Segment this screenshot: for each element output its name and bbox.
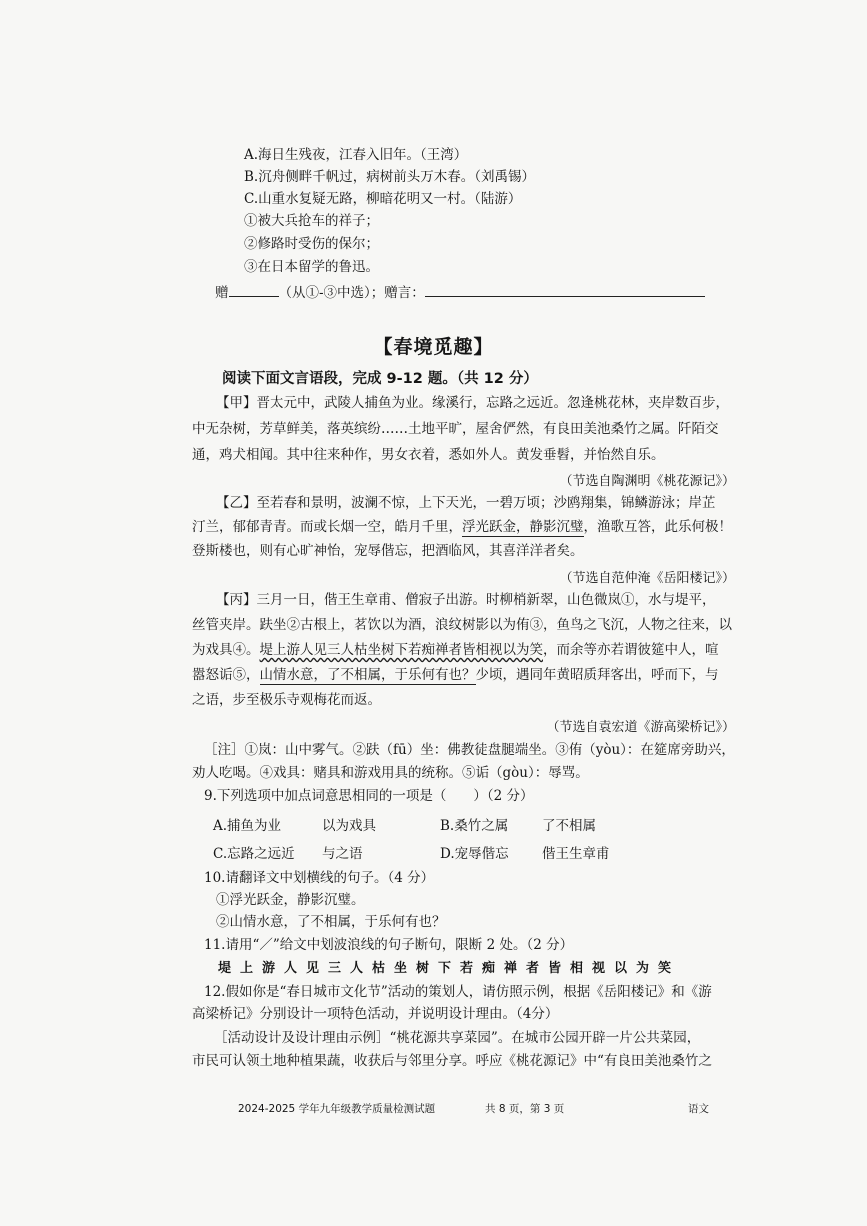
q9-option-c-2: 与之语 (322, 846, 363, 862)
passage-jia-source: （节选自陶渊明《桃花源记》） (559, 474, 735, 489)
q9-option-a-2: 以为戏具 (322, 818, 376, 834)
passage-yi-text-a: 汀兰，郁郁青青。而或长烟一空，皓月千里， (192, 519, 462, 535)
passage-jia-line-2: 中无杂树，芳草鲜美，落英缤纷……土地平旷，屋舍俨然，有良田美池桑竹之属。阡陌交 (192, 421, 719, 437)
passage-yi-source: （节选自范仲淹《岳阳楼记》） (559, 571, 735, 586)
person-1: ①被大兵抢车的祥子； (244, 213, 379, 229)
q9-option-c-1[interactable]: C.忘路之远近 (213, 846, 295, 862)
passage-bing-line-1: 【丙】三月一日，偕王生章甫、僧寂子出游。时柳梢新翠，山色微岚①，水与堤平， (216, 592, 716, 608)
wavy-sentence: 堤上游人见三人枯坐树下若痴禅者皆相视以为笑 (259, 642, 543, 658)
option-a: A.海日生残夜，江春入旧年。（王湾） (244, 147, 468, 163)
gift-answer-row (215, 282, 705, 302)
passage-bing-text-c: 嚣怒诟⑤， (192, 667, 260, 683)
person-2: ②修路时受伤的保尔； (244, 236, 379, 252)
gift-mid: （从①-③中选）；赠言： (278, 285, 425, 301)
question-10-stem: 10.请翻译文中划横线的句子。（4 分） (204, 870, 435, 886)
footer-page-number: 共 8 页，第 3 页 (485, 1103, 565, 1115)
question-10-sentence-1: ①浮光跃金，静影沉璧。 (216, 892, 365, 908)
question-12-example-line-2: 市民可认领土地种植果蔬，收获后与邻里分享。呼应《桃花源记》中“有良田美池桑竹之 (192, 1053, 712, 1069)
q9-option-a-1[interactable]: A.捕鱼为业 (213, 818, 282, 834)
passage-yi-text-b: ，渔歌互答，此乐何极！ (583, 519, 732, 535)
underlined-sentence-1: 浮光跃金，静影沉璧 (462, 519, 584, 535)
footer-subject: 语文 (688, 1103, 709, 1115)
passage-bing-line-5: 之语，步至极乐寺观梅花而返。 (192, 692, 381, 708)
passage-bing-line-2: 丝管夹岸。趺坐②古根上，茗饮以为酒，浪纹树影以为侑③，鱼鸟之飞沉，人物之往来，以 (192, 617, 732, 633)
notes-line-2: 劝人吃喝。④戏具：赌具和游戏用具的统称。⑤诟（gòu）：辱骂。 (192, 765, 589, 781)
passage-jia-line-1: 【甲】晋太元中，武陵人捕鱼为业。缘溪行，忘路之远近。忽逢桃花林，夹岸数百步， (216, 395, 729, 411)
option-b: B.沉舟侧畔千帆过，病树前头万木春。（刘禹锡） (244, 169, 535, 185)
passage-yi-line-2 (192, 518, 732, 536)
question-12-example-line-1: ［活动设计及设计理由示例］“桃花源共享菜园”。在城市公园开辟一片公共菜园， (214, 1030, 701, 1046)
passage-bing-line-4 (192, 666, 719, 684)
q9-option-d-1[interactable]: D.宠辱偕忘 (440, 846, 509, 862)
reading-intro: 阅读下面文言语段，完成 9-12 题。（共 12 分） (222, 371, 538, 387)
question-11-stem: 11.请用“／”给文中划波浪线的句子断句，限断 2 处。（2 分） (204, 937, 574, 953)
passage-bing-text-d: 少顷，遇同年黄昭质拜客出，呼而下，与 (475, 667, 719, 683)
question-12-line-1: 12.假如你是“春日城市文化节”活动的策划人，请仿照示例，根据《岳阳楼记》和《游 (204, 984, 712, 1000)
q9-option-b-1[interactable]: B.桑竹之属 (440, 818, 509, 834)
person-3: ③在日本留学的鲁迅。 (244, 259, 379, 275)
question-12-line-2: 高梁桥记》分别设计一项特色活动，并说明设计理由。（4分） (192, 1006, 559, 1022)
gift-blank[interactable] (229, 282, 279, 297)
passage-yi-line-3: 登斯楼也，则有心旷神怡，宠辱偕忘，把酒临风，其喜洋洋者矣。 (192, 543, 584, 559)
q9-option-d-2: 偕王生章甫 (542, 846, 610, 862)
gift-prefix: 赠 (215, 285, 229, 301)
passage-bing-source: （节选自袁宏道《游高梁桥记》） (546, 720, 735, 735)
notes-line-1: ［注］①岚：山中雾气。②趺（fū）坐：佛教徒盘腿端坐。③侑（yòu）：在筵席旁助兴， (204, 742, 735, 758)
question-9-stem: 9.下列选项中加点词意思相同的一项是（ ）（2 分） (204, 788, 534, 804)
passage-jia-line-3: 通，鸡犬相闻。其中往来种作，男女衣着，悉如外人。黄发垂髫，并怡然自乐。 (192, 447, 665, 463)
passage-bing-text-b: ，而余等亦若谓彼筵中人，喧 (543, 642, 719, 658)
option-c: C.山重水复疑无路，柳暗花明又一村。（陆游） (244, 191, 522, 207)
gift-words-blank[interactable] (425, 282, 705, 297)
passage-bing-line-3 (192, 641, 719, 659)
passage-yi-line-1: 【乙】至若春和景明，波澜不惊，上下天光，一碧万顷；沙鸥翔集，锦鳞游泳；岸芷 (216, 495, 716, 511)
question-10-sentence-2: ②山情水意，了不相属，于乐何有也？ (216, 914, 446, 930)
passage-bing-text-a: 为戏具④。 (192, 642, 260, 658)
footer-exam-title: 2024-2025 学年九年级教学质量检测试题 (238, 1103, 436, 1115)
section-title: 【春境觅趣】 (373, 336, 494, 358)
q9-option-b-2: 了不相属 (542, 818, 596, 834)
question-11-sentence[interactable]: 堤上游人见三人枯坐树下若痴禅者皆相视以为笑 (218, 961, 681, 976)
underlined-sentence-2: 山情水意，了不相属，于乐何有也？ (259, 667, 476, 683)
